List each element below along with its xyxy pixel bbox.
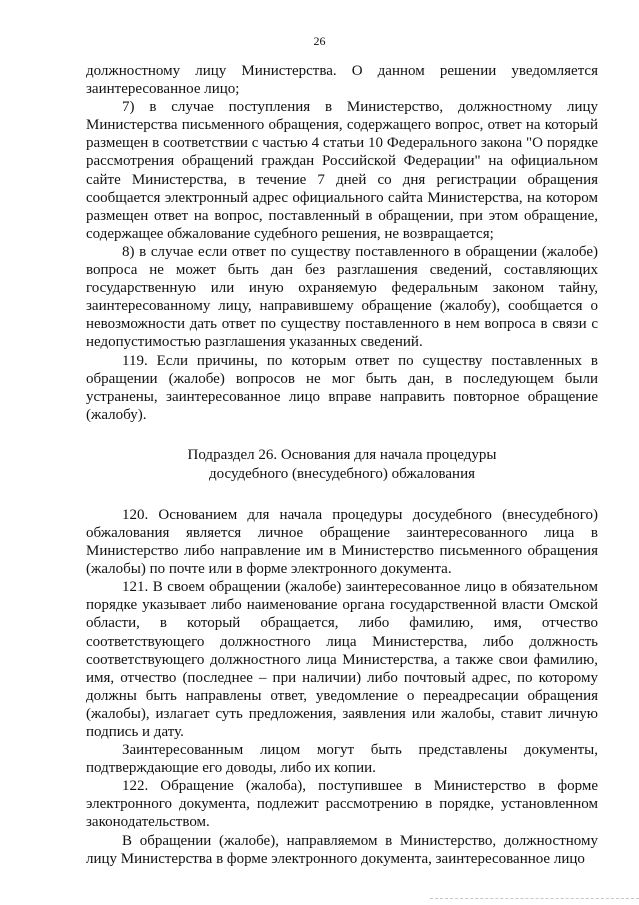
paragraph: 122. Обращение (жалоба), поступившее в Министерство в форме электронного документа, подлежит рассмотрению в порядке, установленном законодательством.	[86, 778, 598, 831]
paragraph: Заинтересованным лицом могут быть представлены документы, подтверждающие его доводы, либо их копии.	[86, 742, 598, 777]
scan-edge-artifact	[430, 898, 639, 901]
page-number: 26	[313, 34, 326, 48]
paragraphs-before-heading	[86, 62, 598, 424]
paragraph: 121. В своем обращении (жалобе) заинтересованное лицо в обязательном порядке указывает либо наименование органа государственной власти Омской области, в который обращается, либо фамилию, имя, отчество соответствующего должностного лица Министерства, либо должность соответствующего должностного лица Министерства, а также свои фамилию, имя, отчество (последнее – при наличии) либо почтовый адрес, по которому должны быть направлены ответ, уведомление о переадресации обращения (жалобы), излагает суть предложения, заявления или жалобы, ставит личную подпись и дату.	[86, 579, 598, 740]
subsection-heading-line-1: Подраздел 26. Основания для начала процедуры	[187, 446, 497, 463]
document-body	[86, 62, 598, 868]
paragraph: 8) в случае если ответ по существу поставленного в обращении (жалобе) вопроса не может быть дан без разглашения сведений, составляющих государственную или иную охраняемую федеральным законом тайну, заинтересованному лицу, направившему обращение (жалобу), сообщается о невозможности дать ответ по существу поставленного в нем вопроса в связи с недопустимостью разглашения указанных сведений.	[86, 243, 598, 351]
subsection-heading-line-2: досудебного (внесудебного) обжалования	[208, 465, 475, 482]
paragraph: 120. Основанием для начала процедуры досудебного (внесудебного) обжалования является личное обращение заинтересованного лица в Министерство либо направление им в Министерство письменного обращения (жалобы) по почте или в форме электронного документа.	[86, 506, 598, 578]
paragraph: 119. Если причины, по которым ответ по существу поставленных в обращении (жалобе) вопросов не мог быть дан, в последующем были устранены, заинтересованное лицо вправе направить повторное обращение (жалобу).	[86, 352, 598, 423]
paragraph: 7) в случае поступления в Министерство, должностному лицу Министерства письменного обращения, содержащего вопрос, ответ на который размещен в соответствии с частью 4 статьи 10 Федерального закона "О порядке рассмотрения обращений граждан Российской Федерации" на официальном сайте Министерства, в течение 7 дней со дня регистрации обращения сообщается электронный адрес официального сайта Министерства, на котором размещен ответ на вопрос, поставленный в обращении, при этом обращение, содержащее обжалование судебного решения, не возвращается;	[86, 99, 598, 242]
paragraph: В обращении (жалобе), направляемом в Министерство, должностному лицу Министерства в форме электронного документа, заинтересованное лицо	[86, 832, 598, 867]
paragraphs-after-heading	[86, 506, 598, 868]
subsection-heading	[86, 446, 598, 484]
paragraph: должностному лицу Министерства. О данном решении уведомляется заинтересованное лицо;	[86, 63, 598, 98]
